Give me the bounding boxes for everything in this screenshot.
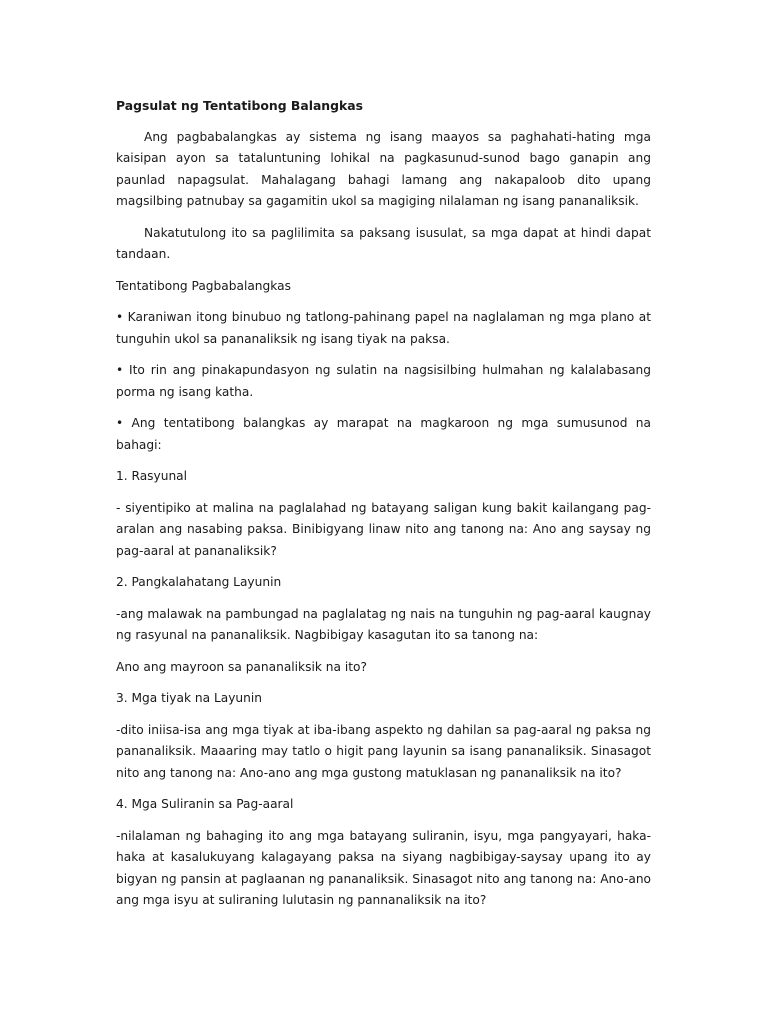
subheading: Tentatibong Pagbabalangkas [116,278,291,293]
intro-paragraph-1: Ang pagbabalangkas ay sistema ng isang maayos sa paghahati-hating mga kaisipan ayon sa tataluntuning lohikal na pagkasunud-sunod bago ganapin ang paunlad napagsulat. Mahalagang bahagi lamang ang nakapaloob dito upang magsilbing patnubay sa gagamitin ukol sa magiging nilalaman ng isang pananaliksik. [116,129,651,208]
item-3-text: -dito iniisa-isa ang mga tiyak at iba-ibang aspekto ng dahilan sa pag-aaral ng paksa ng pananaliksik. Maaaring may tatlo o higit pang layunin sa isang pananaliksik. Sinasagot nito ang tanong na: Ano-ano ang mga gustong matuklasan ng pananaliksik na ito? [116,722,651,780]
bullet-3: • Ang tentatibong balangkas ay marapat na magkaroon ng mga sumusunod na bahagi: [116,416,651,452]
item-1-heading: 1. Rasyunal [116,469,188,483]
document-title: Pagsulat ng Tentatibong Balangkas [116,98,363,113]
document-page [116,95,651,922]
item-3-heading: 3. Mga tiyak na Layunin [116,691,262,705]
item-2-question: Ano ang mayroon sa pananaliksik na ito? [116,659,367,674]
bullet-2: • Ito rin ang pinakapundasyon ng sulatin na nagsisilbing hulmahan ng kalalabasang porma ng isang katha. [116,363,651,399]
bullet-1: • Karaniwan itong binubuo ng tatlong-pahinang papel na naglalaman ng mga plano at tunguhin ukol sa pananaliksik ng isang tiyak na paksa. [116,310,651,346]
intro-paragraph-2: Nakatutulong ito sa paglilimita sa paksang isusulat, sa mga dapat at hindi dapat tandaan. [116,225,651,261]
item-4-text: -nilalaman ng bahaging ito ang mga batayang suliranin, isyu, mga pangyayari, haka-haka at kasalukuyang kalagayang paksa na siyang nagbibigay-saysay upang ito ay bigyan ng pansin at paglaanan ng pananaliksik. Sinasagot nito ang tanong na: Ano-ano ang mga isyu at suliraning lulutasin ng pannanaliksik na ito? [116,828,651,907]
item-2-heading: 2. Pangkalahatang Layunin [116,575,282,589]
item-2-text: -ang malawak na pambungad na paglalatag ng nais na tunguhin ng pag-aaral kaugnay ng rasyunal na pananaliksik. Nagbibigay kasagutan ito sa tanong na: [116,606,651,642]
item-4-heading: 4. Mga Suliranin sa Pag-aaral [116,797,294,811]
item-1-text: - siyentipiko at malina na paglalahad ng batayang saligan kung bakit kailangang pag-aralan ang nasabing paksa. Binibigyang linaw nito ang tanong na: Ano ang saysay ng pag-aaral at pananaliksik? [116,500,651,558]
